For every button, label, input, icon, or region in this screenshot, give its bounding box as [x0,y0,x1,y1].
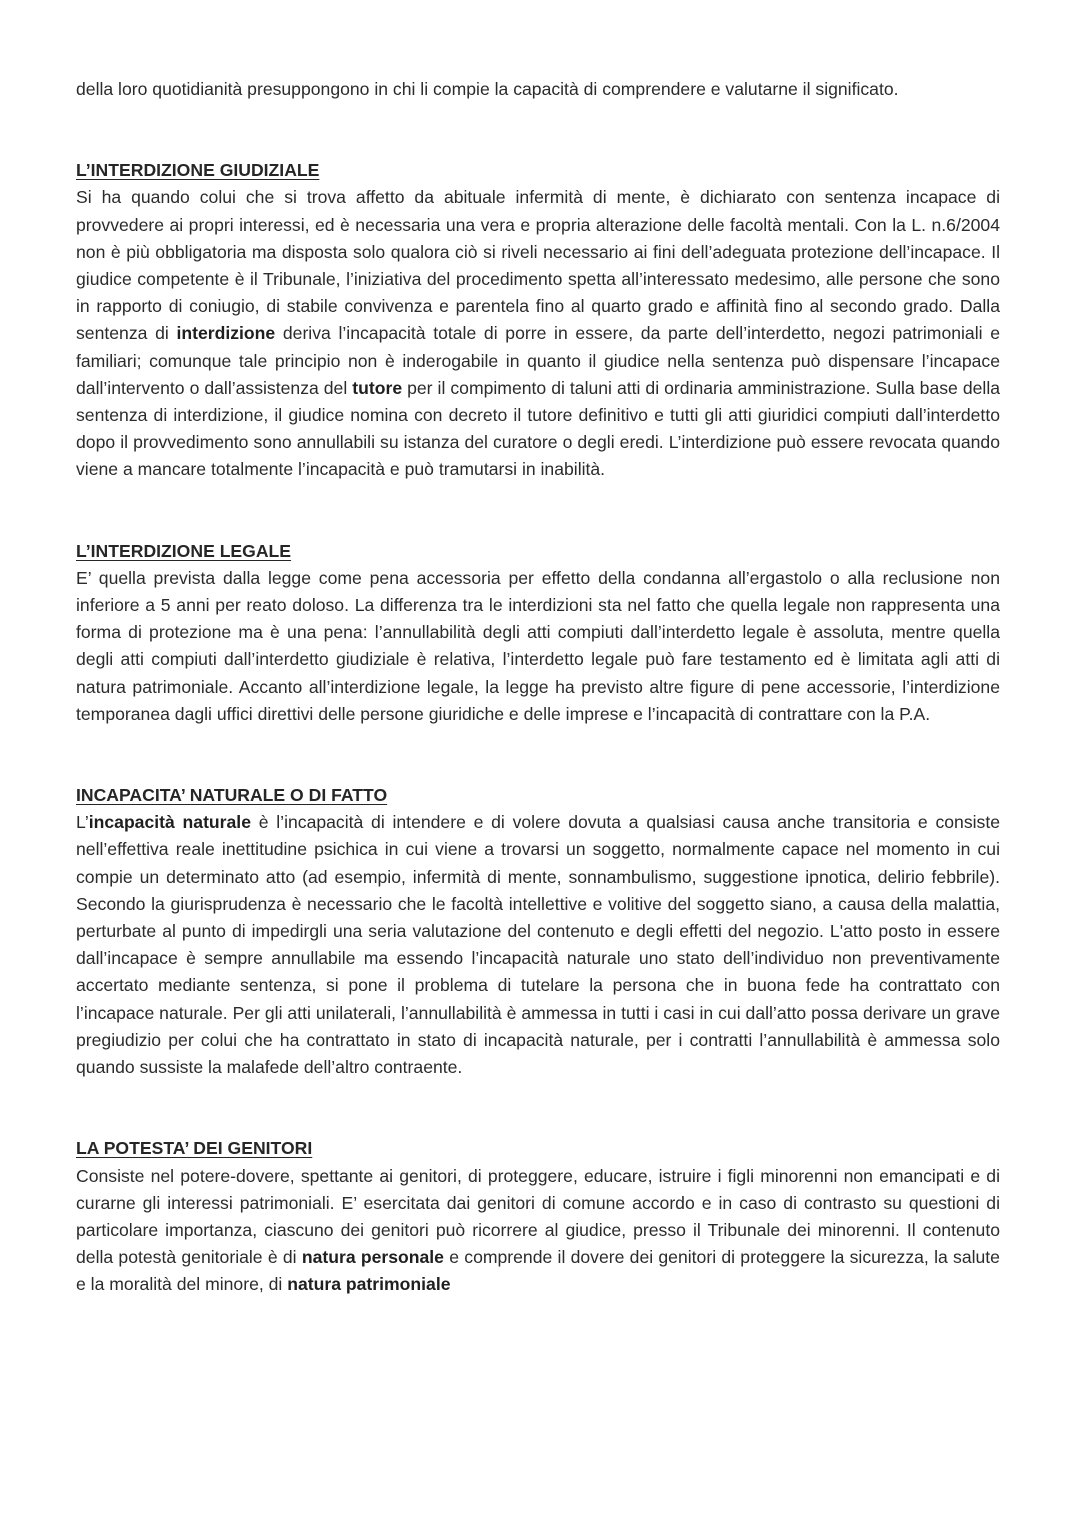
intro-paragraph: della loro quotidianità presuppongono in chi li compie la capacità di comprendere e valutarne il significato. [76,79,899,99]
text-run: deriva l’incapacità totale di porre in essere, da parte dell’interdetto, negozi patrimoniali e familiari; comunque tale principio non è inderogabile in quanto il giudice nella sentenza può dispensare l’incapace dall’intervento o dall’assistenza del [76,323,1000,398]
text-run: Si ha quando colui che si trova affetto da abituale infermità di mente, è dichiarato con sentenza incapace di provvedere ai propri interessi, ed è necessaria una vera e propria alterazione delle facoltà mentali. Con la L. n.6/2004 non è più obbligatoria ma disposta solo qualora ciò si riveli necessario ai fini dell’adeguata protezione dell’incapace. Il giudice competente è il Tribunale, l’iniziativa del procedimento spetta all’interessato medesimo, alle persone che sono in rapporto di coniugio, di stabile convivenza e parentela fino al quarto grado e affinità fino al secondo grado. Dalla sentenza di [76,187,1000,344]
text-run: Consiste nel potere-dovere, spettante ai genitori, di proteggere, educare, istruire i figli minorenni non emancipati e di curarne gli interessi patrimoniali. E’ esercitata dai genitori di comune accordo e in caso di contrasto su questioni di particolare importanza, ciascuno dei genitori può ricorrere al giudice, presso il Tribunale dei minorenni. Il contenuto della potestà genitoriale è di [76,1165,1000,1268]
section-heading: L’INTERDIZIONE GIUDIZIALE [76,160,320,181]
bold-term: interdizione [176,323,276,344]
bold-term: natura personale [301,1247,444,1268]
document-page [76,76,1000,1299]
bold-term: natura patrimoniale [287,1274,451,1295]
section-potesta-genitori [76,1135,1000,1298]
section-heading: L’INTERDIZIONE LEGALE [76,540,292,561]
section-incapacita-naturale [76,782,1000,1081]
section-body [76,1163,1000,1299]
section-body [76,565,1000,728]
text-run: E’ quella prevista dalla legge come pena accessoria per effetto della condanna all’ergastolo o alla reclusione non inferiore a 5 anni per reato doloso. La differenza tra le interdizioni sta nel fatto che quella legale non rappresenta una forma di protezione ma è una pena: l’annullabilità degli atti compiuti dall’interdetto legale è assoluta, mentre quella degli atti compiuti dall’interdetto giudiziale è relativa, l’interdetto legale può fare testamento ed è limitata agli atti di natura patrimoniale. Accanto all’interdizione legale, la legge ha previsto altre figure di pene accessorie, l’interdizione temporanea dagli uffici direttivi delle persone giuridiche e delle imprese e l’incapacità di contrattare con la P.A. [76,567,1000,724]
text-run: L’ [76,812,89,833]
bold-term: incapacità naturale [88,812,251,833]
section-heading: INCAPACITA’ NATURALE O DI FATTO [76,785,388,806]
section-heading: LA POTESTA’ DEI GENITORI [76,1138,313,1159]
section-body [76,184,1000,483]
text-run: per il compimento di taluni atti di ordinaria amministrazione. Sulla base della sentenza di interdizione, il giudice nomina con decreto il tutore definitivo e tutti gli atti giuridici compiuti dall’interdetto dopo il provvedimento sono annullabili su istanza del curatore o degli eredi. L’interdizione può essere revocata quando viene a mancare totalmente l’incapacità e può tramutarsi in inabilità. [76,377,1001,480]
section-body [76,809,1000,1081]
section-interdizione-legale [76,538,1000,728]
text-run: e comprende il dovere dei genitori di proteggere la sicurezza, la salute e la moralità del minore, di [76,1247,1000,1295]
section-interdizione-giudiziale [76,157,1000,483]
bold-term: tutore [352,377,403,398]
text-run: è l’incapacità di intendere e di volere dovuta a qualsiasi causa anche transitoria e consiste nell’effettiva reale inettitudine psichica in cui viene a trovarsi un soggetto, normalmente capace nel momento in cui compie un determinato atto (ad esempio, infermità di mente, sonnambulismo, suggestione ipnotica, delirio febbrile). Secondo la giurisprudenza è necessario che le facoltà intellettive e volitive del soggetto siano, a causa della malattia, perturbate al punto di impedirgli una seria valutazione del contenuto e degli effetti del negozio. L'atto posto in essere dall’incapace è sempre annullabile ma essendo l’incapacità naturale uno stato dell’individuo non preventivamente accertato mediante sentenza, si pone il problema di tutelare la persona che in buona fede ha contrattato con l’incapace naturale. Per gli atti unilaterali, l’annullabilità è ammessa in tutti i casi in cui dall’atto possa derivare un grave pregiudizio per colui che ha contrattato in stato di incapacità naturale, per i contratti l’annullabilità è ammessa solo quando sussiste la malafede dell’altro contraente. [76,812,1000,1078]
